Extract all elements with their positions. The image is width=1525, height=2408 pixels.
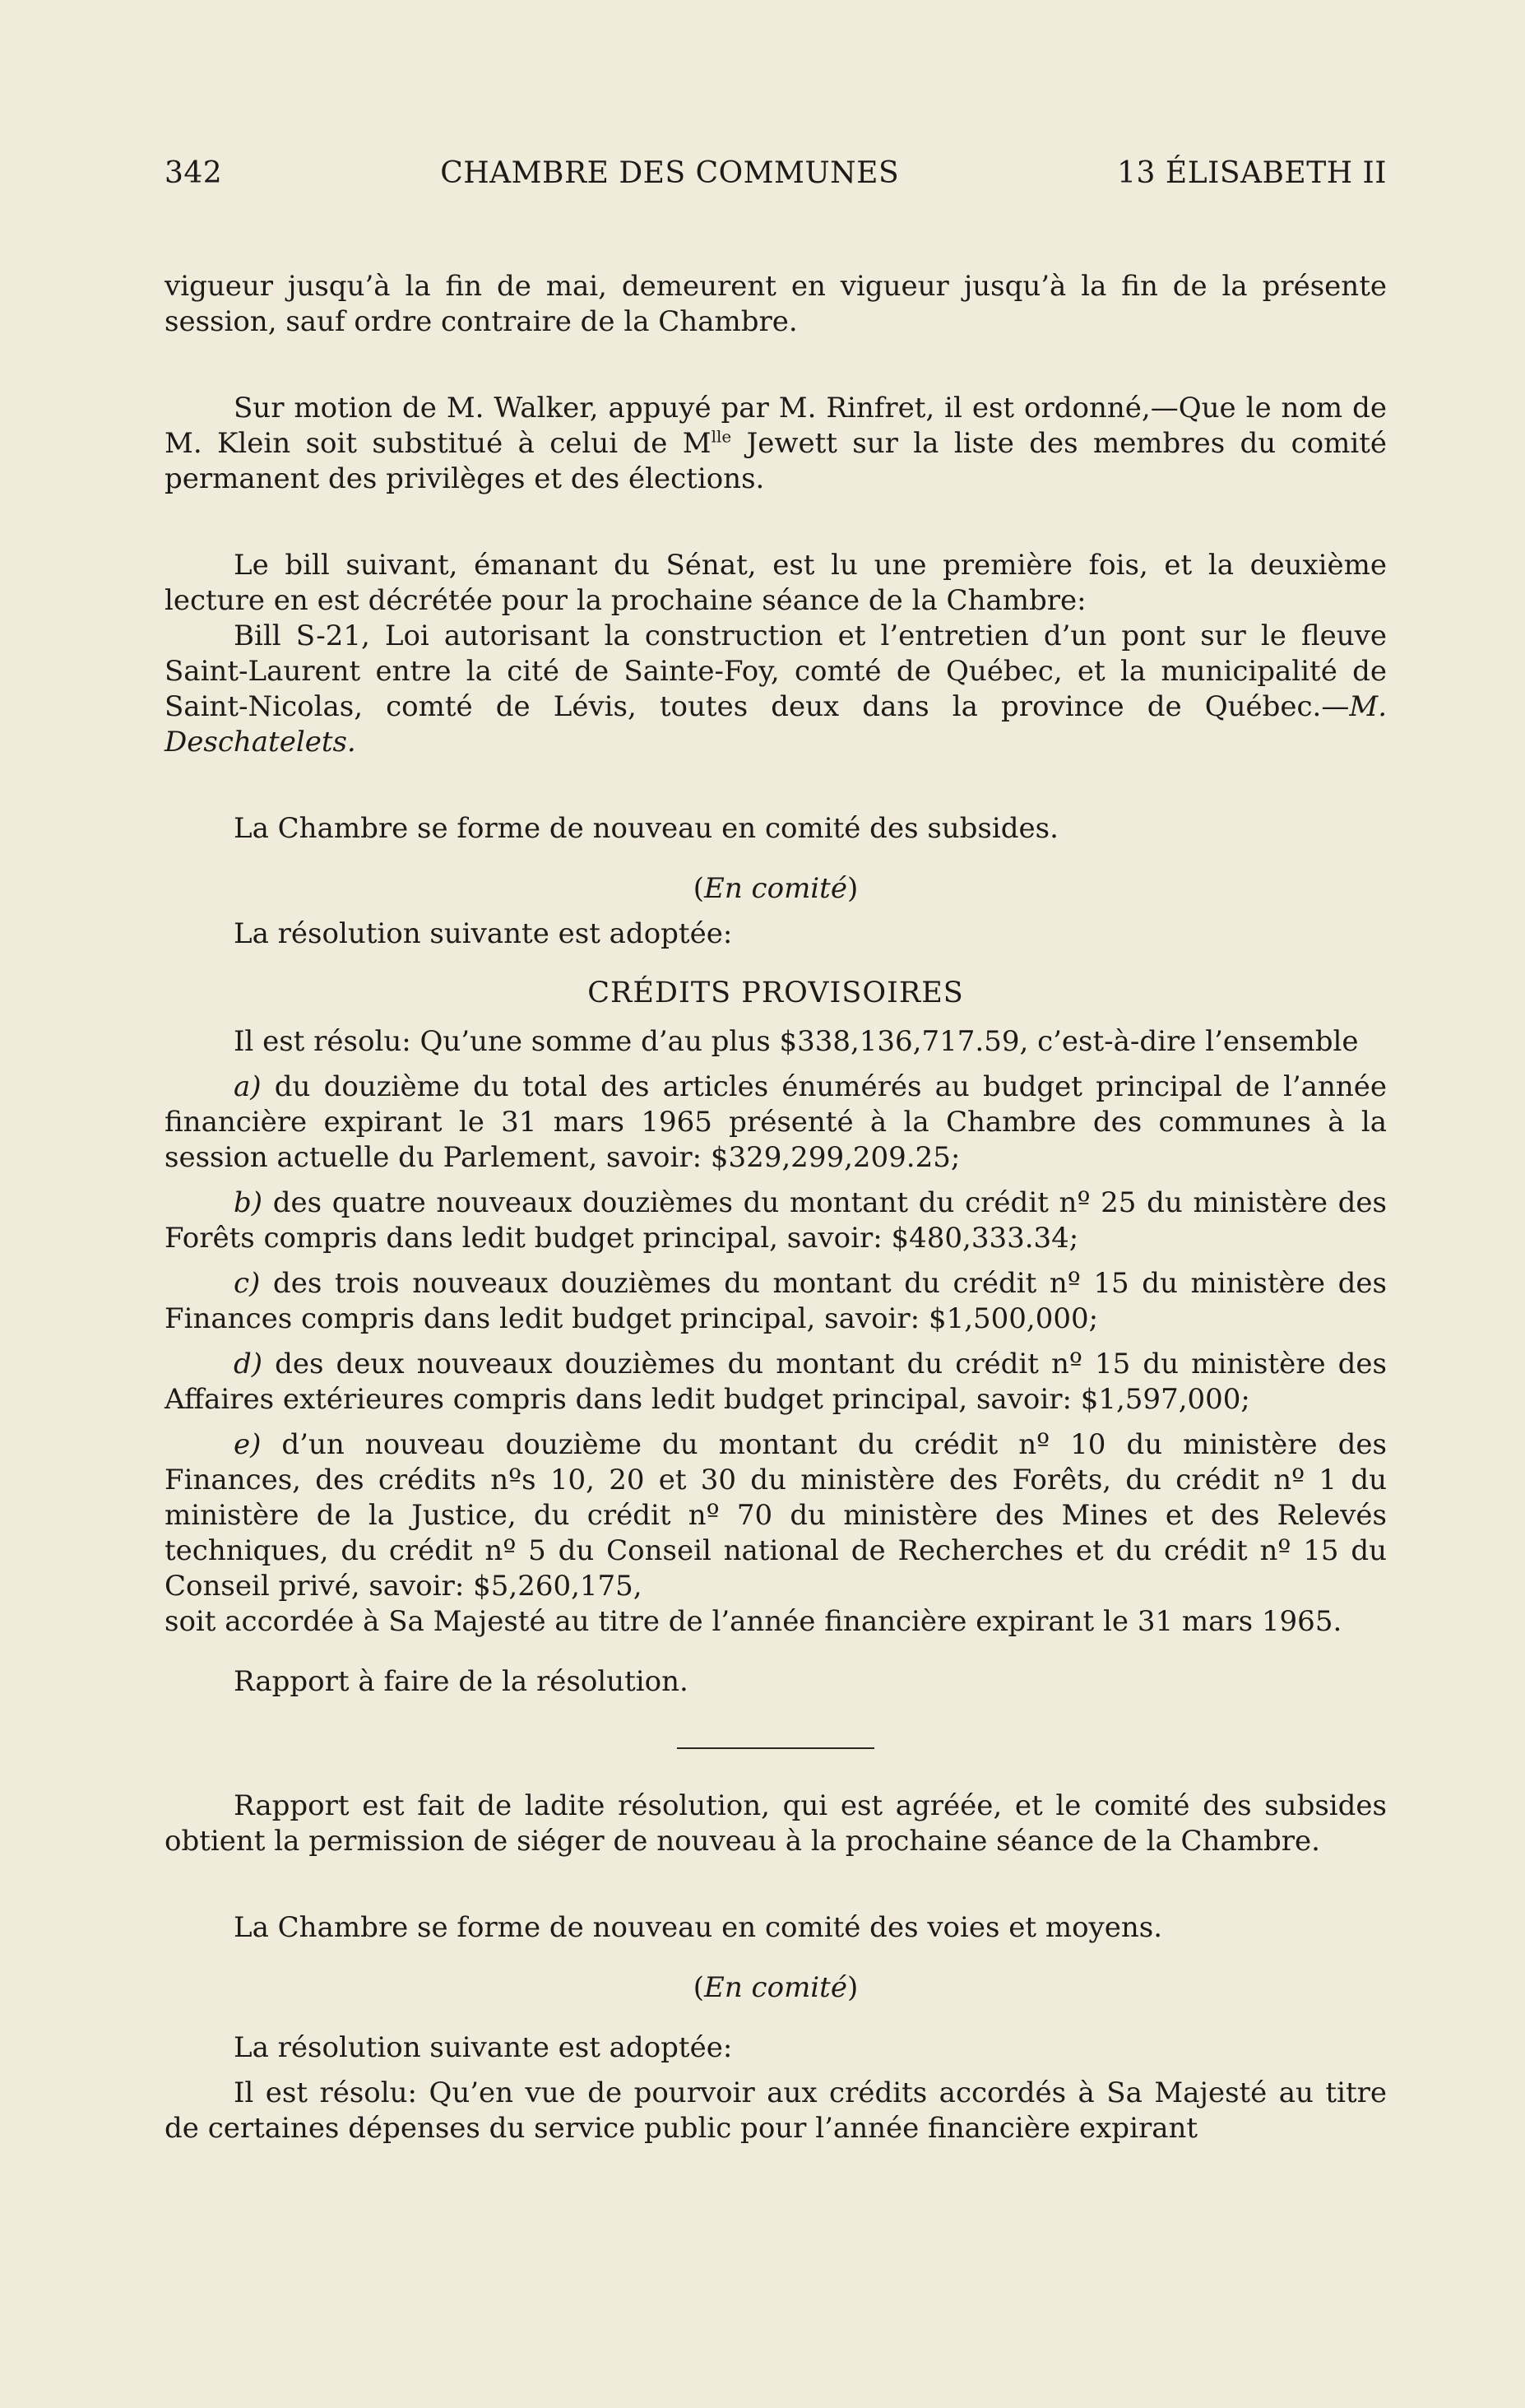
list-item — [165, 1427, 1387, 1604]
in-committee-label-2: (En comité) — [693, 1971, 859, 2004]
paragraph-senate-bill: Le bill suivant, émanant du Sénat, est lu une première fois, et la deuxième lecture en est décrétée pour la prochaine séance de la Chambre: — [165, 549, 1387, 617]
paragraph-motion-walker — [165, 391, 1387, 497]
list-item — [165, 1347, 1387, 1417]
paragraph-resolution-adopted-2: La résolution suivante est adoptée: — [234, 2031, 733, 2064]
item-letter: b) — [234, 1186, 263, 1219]
page-number: 342 — [165, 156, 223, 190]
item-text: des deux nouveaux douzièmes du montant du crédit nº 15 du ministère des Affaires extérieures compris dans ledit budget principal, savoir: $1,597,000; — [165, 1348, 1387, 1416]
paragraph-continuation: vigueur jusqu’à la fin de mai, demeurent en vigueur jusqu’à la fin de la présente session, sauf ordre contraire de la Chambre. — [165, 270, 1387, 338]
reign-year: 13 ÉLISABETH II — [1117, 156, 1387, 190]
motion-text-start: Sur motion de M. Walker, appuyé par M. Rinfret, il est ordonné,—Que le nom de M. Klein soit substitué à celui de M — [165, 392, 1387, 460]
paragraph-bill-s21 — [165, 619, 1387, 760]
paragraph-resolution-amount: Il est résolu: Qu’une somme d’au plus $338,136,717.59, c’est-à-dire l’ensemble — [234, 1025, 1359, 1058]
section-divider — [677, 1747, 874, 1749]
paragraph-granted: soit accordée à Sa Majesté au titre de l’année financière expirant le 31 mars 1965. — [165, 1605, 1342, 1638]
list-item — [165, 1185, 1387, 1256]
item-text: des quatre nouveaux douzièmes du montant du crédit nº 25 du ministère des Forêts compris dans ledit budget principal, savoir: $480,333.34; — [165, 1186, 1387, 1255]
item-letter: c) — [234, 1267, 261, 1300]
superscript-lle: lle — [711, 426, 732, 447]
running-title: CHAMBRE DES COMMUNES — [440, 156, 900, 190]
paragraph-committee-ways-means: La Chambre se forme de nouveau en comité des voies et moyens. — [234, 1911, 1163, 1944]
item-text: du douzième du total des articles énumérés au budget principal de l’année financière expirant le 31 mars 1965 présenté à la Chambre des communes à la session actuelle du Parlement, savoir: $329,299,209.25; — [165, 1070, 1387, 1174]
paragraph-resolution-ways-means: Il est résolu: Qu’en vue de pourvoir aux crédits accordés à Sa Majesté au titre de certaines dépenses du service public pour l’année financière expirant — [165, 2076, 1387, 2145]
in-committee-label: (En comité) — [693, 872, 859, 905]
motion-text-end: Jewett sur la liste des membres du comité permanent des privilèges et des élections. — [165, 427, 1387, 495]
page-header — [165, 156, 1387, 190]
in-committee-text-2: En comité — [704, 1971, 847, 2004]
item-letter: a) — [234, 1070, 262, 1103]
paragraph-committee-supply: La Chambre se forme de nouveau en comité des subsides. — [234, 812, 1059, 845]
list-item — [165, 1069, 1387, 1176]
in-committee-text: En comité — [704, 872, 847, 905]
item-letter: d) — [234, 1348, 263, 1380]
item-text: d’un nouveau douzième du montant du crédit nº 10 du ministère des Finances, des crédits nºs 10, 20 et 30 du ministère des Forêts, du crédit nº 1 du ministère de la Justice, du crédit nº 70 du ministère des Mines et des Relevés techniques, du crédit nº 5 du Conseil national de Recherches et du crédit nº 15 du Conseil privé, savoir: $5,260,175, — [165, 1428, 1387, 1603]
section-heading: CRÉDITS PROVISOIRES — [587, 977, 964, 1009]
item-letter: e) — [234, 1428, 262, 1461]
paragraph-resolution-adopted: La résolution suivante est adoptée: — [234, 917, 733, 950]
paragraph-report-made: Rapport est fait de ladite résolution, qui est agréée, et le comité des subsides obtient la permission de siéger de nouveau à la prochaine séance de la Chambre. — [165, 1789, 1387, 1858]
bill-text: Bill S-21, Loi autorisant la construction et l’entretien d’un pont sur le fleuve Saint-Laurent entre la cité de Sainte-Foy, comté de Québec, et la municipalité de Saint-Nicolas, comté de Lévis, toutes deux dans la province de Québec.— — [165, 619, 1387, 723]
item-text: des trois nouveaux douzièmes du montant du crédit nº 15 du ministère des Finances compris dans ledit budget principal, savoir: $1,500,000; — [165, 1267, 1387, 1335]
bill-sponsor: M. Deschatelets. — [165, 690, 1387, 759]
resolution-items — [165, 1069, 1387, 1604]
paragraph-report-to-make: Rapport à faire de la résolution. — [234, 1665, 688, 1698]
list-item — [165, 1266, 1387, 1337]
